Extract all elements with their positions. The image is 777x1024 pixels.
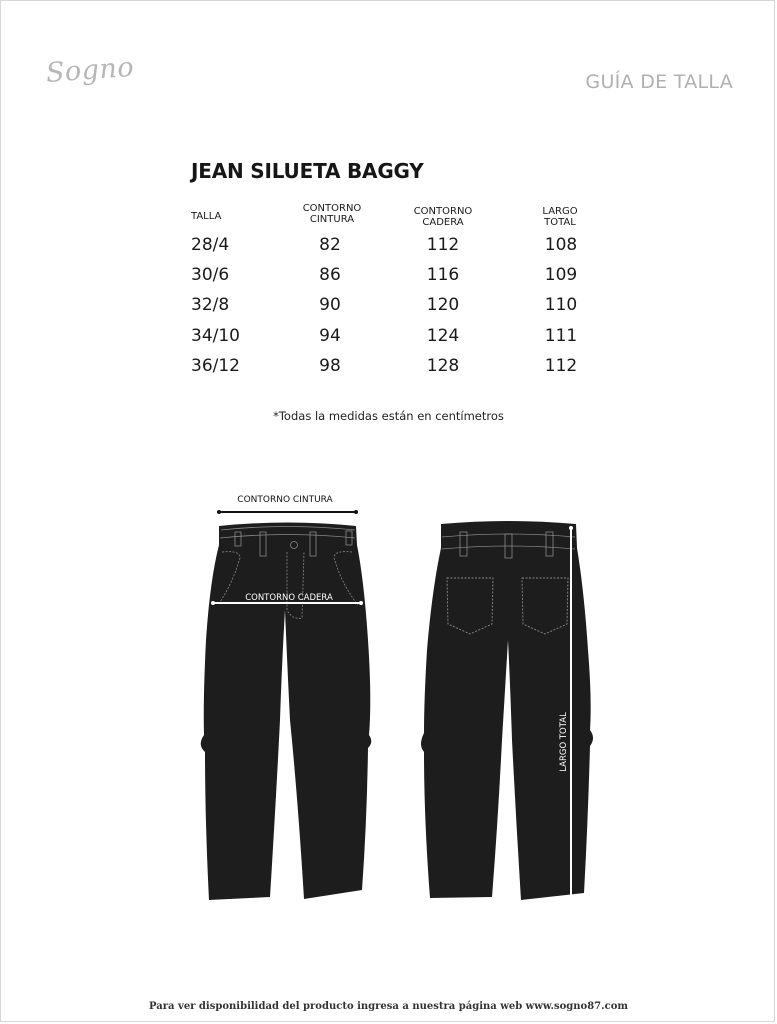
size-cell: 36/12 — [191, 356, 240, 376]
waist-cell: 90 — [319, 295, 341, 315]
waist-measure — [217, 495, 358, 514]
measurement-note: *Todas la medidas están en centímetros — [273, 409, 504, 423]
column-header-length: LARGO TOTAL — [542, 206, 578, 228]
front-pants-illustration — [201, 523, 372, 901]
waist-cell: 82 — [319, 235, 341, 255]
column-header-size: TALLA — [191, 211, 222, 222]
page-title: GUÍA DE TALLA — [585, 71, 733, 93]
length-label: LARGO TOTAL — [559, 712, 569, 772]
hip-cell: 112 — [426, 235, 460, 255]
size-cell: 32/8 — [191, 295, 230, 315]
back-pants-illustration — [421, 521, 593, 900]
product-title: JEAN SILUETA BAGGY — [191, 159, 424, 183]
length-cell: 110 — [544, 295, 578, 315]
waist-cell: 94 — [319, 326, 341, 346]
hip-cell: 120 — [426, 295, 460, 315]
hip-cell: 124 — [426, 326, 460, 346]
size-cell: 30/6 — [191, 265, 230, 285]
length-cell: 111 — [544, 326, 578, 346]
waist-cell: 98 — [319, 356, 341, 376]
waist-cell: 86 — [319, 265, 341, 285]
footer-text: Para ver disponibilidad del producto ingresa a nuestra página web www.sogno87.com — [149, 1001, 628, 1012]
brand-logo: Sogno — [44, 51, 136, 89]
waist-label: CONTORNO CINTURA — [237, 495, 333, 505]
length-cell: 109 — [544, 265, 578, 285]
size-cell: 28/4 — [191, 235, 230, 255]
hip-label: CONTORNO CADERA — [245, 593, 333, 603]
column-header-waist: CONTORNO CINTURA — [302, 203, 362, 225]
hip-cell: 116 — [426, 265, 460, 285]
hip-cell: 128 — [426, 356, 460, 376]
length-cell: 108 — [544, 235, 578, 255]
size-cell: 34/10 — [191, 326, 240, 346]
column-header-hip: CONTORNO CADERA — [413, 206, 473, 228]
length-cell: 112 — [544, 356, 578, 376]
